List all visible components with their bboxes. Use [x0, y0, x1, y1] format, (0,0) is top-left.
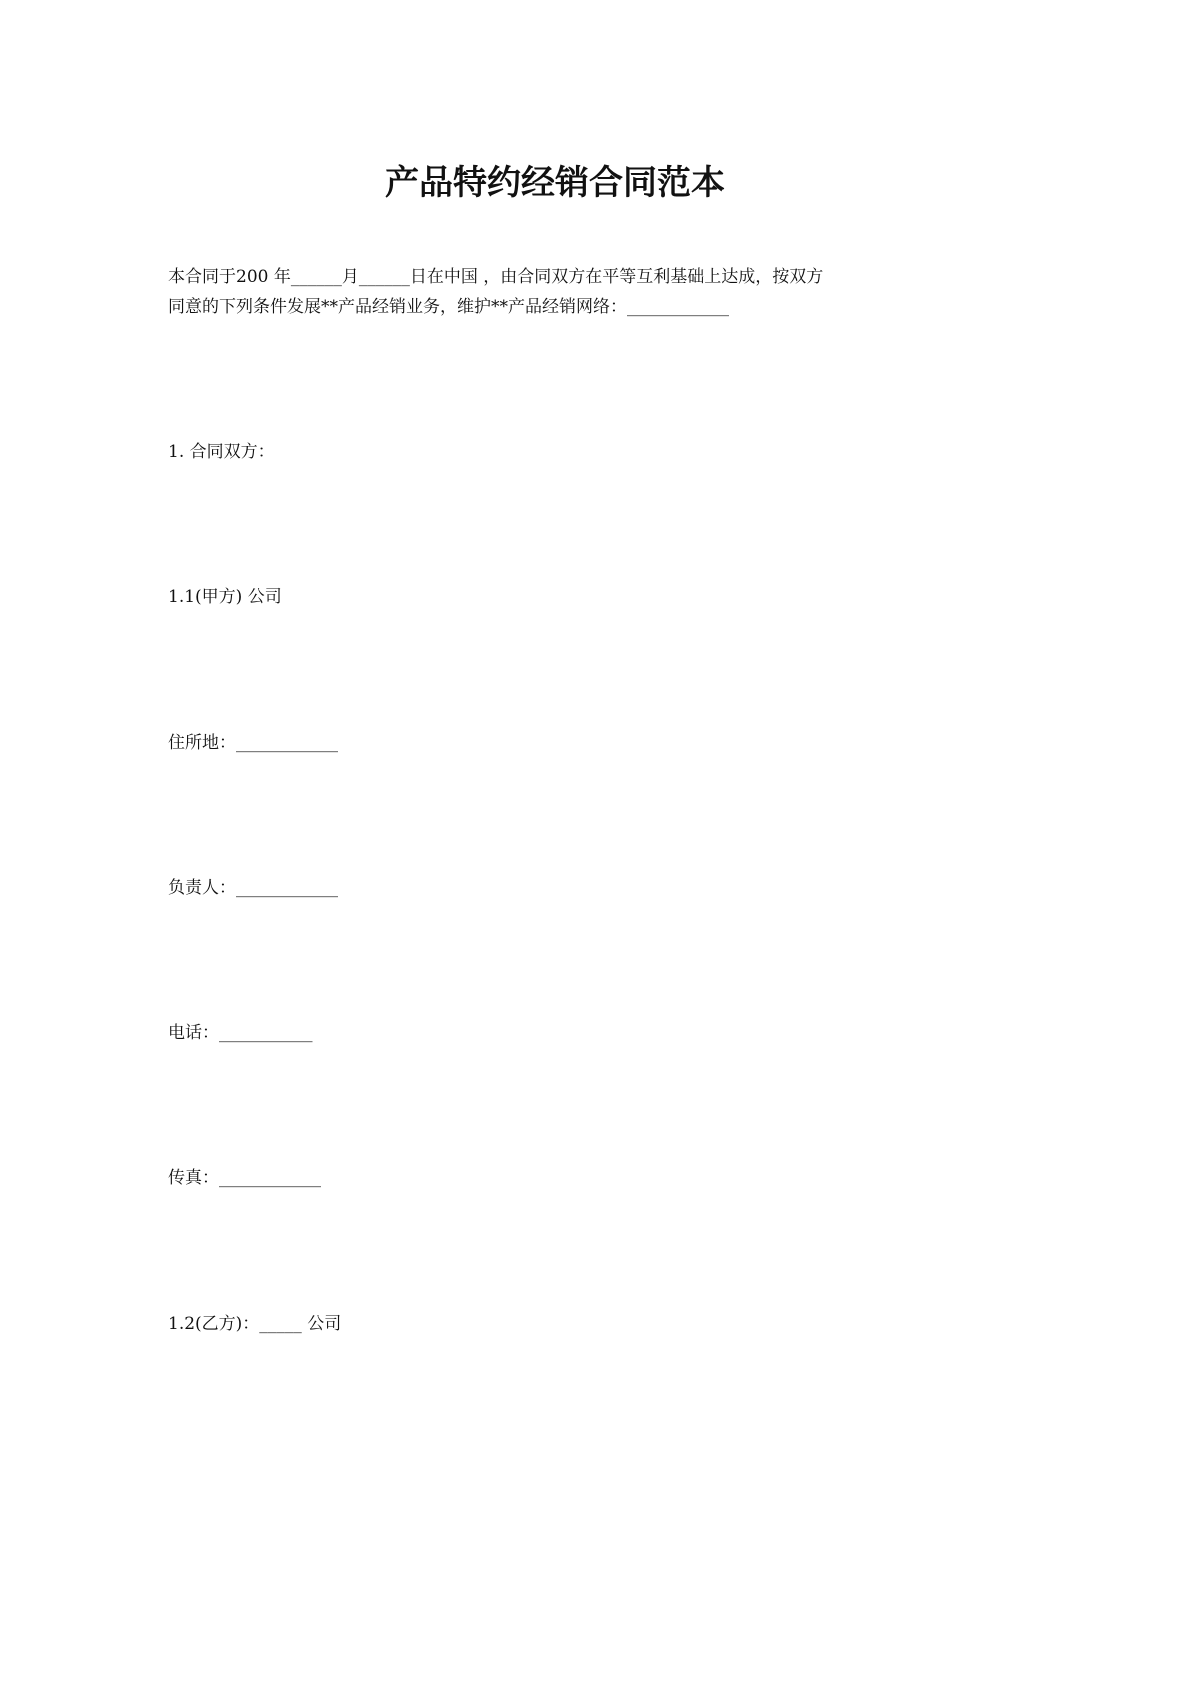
section-parties-heading: 1. 合同双方： — [168, 442, 275, 462]
phone-line: 电话：___________ — [168, 1023, 313, 1043]
party-a-line: 1.1(甲方) 公司 — [168, 587, 282, 607]
intro-line-2: 同意的下列条件发展**产品经销业务，维护**产品经销网络：____________ — [168, 297, 729, 317]
person-in-charge-line: 负责人：____________ — [168, 878, 338, 898]
fax-line: 传真：____________ — [168, 1168, 321, 1188]
address-line: 住所地：____________ — [168, 733, 338, 753]
document-title: 产品特约经销合同范本 — [385, 163, 725, 203]
party-b-line: 1.2(乙方)：_____ 公司 — [168, 1314, 342, 1334]
intro-line-1: 本合同于200 年______月______日在中国 ，由合同双方在平等互利基础上达成，按双方 — [168, 267, 824, 287]
